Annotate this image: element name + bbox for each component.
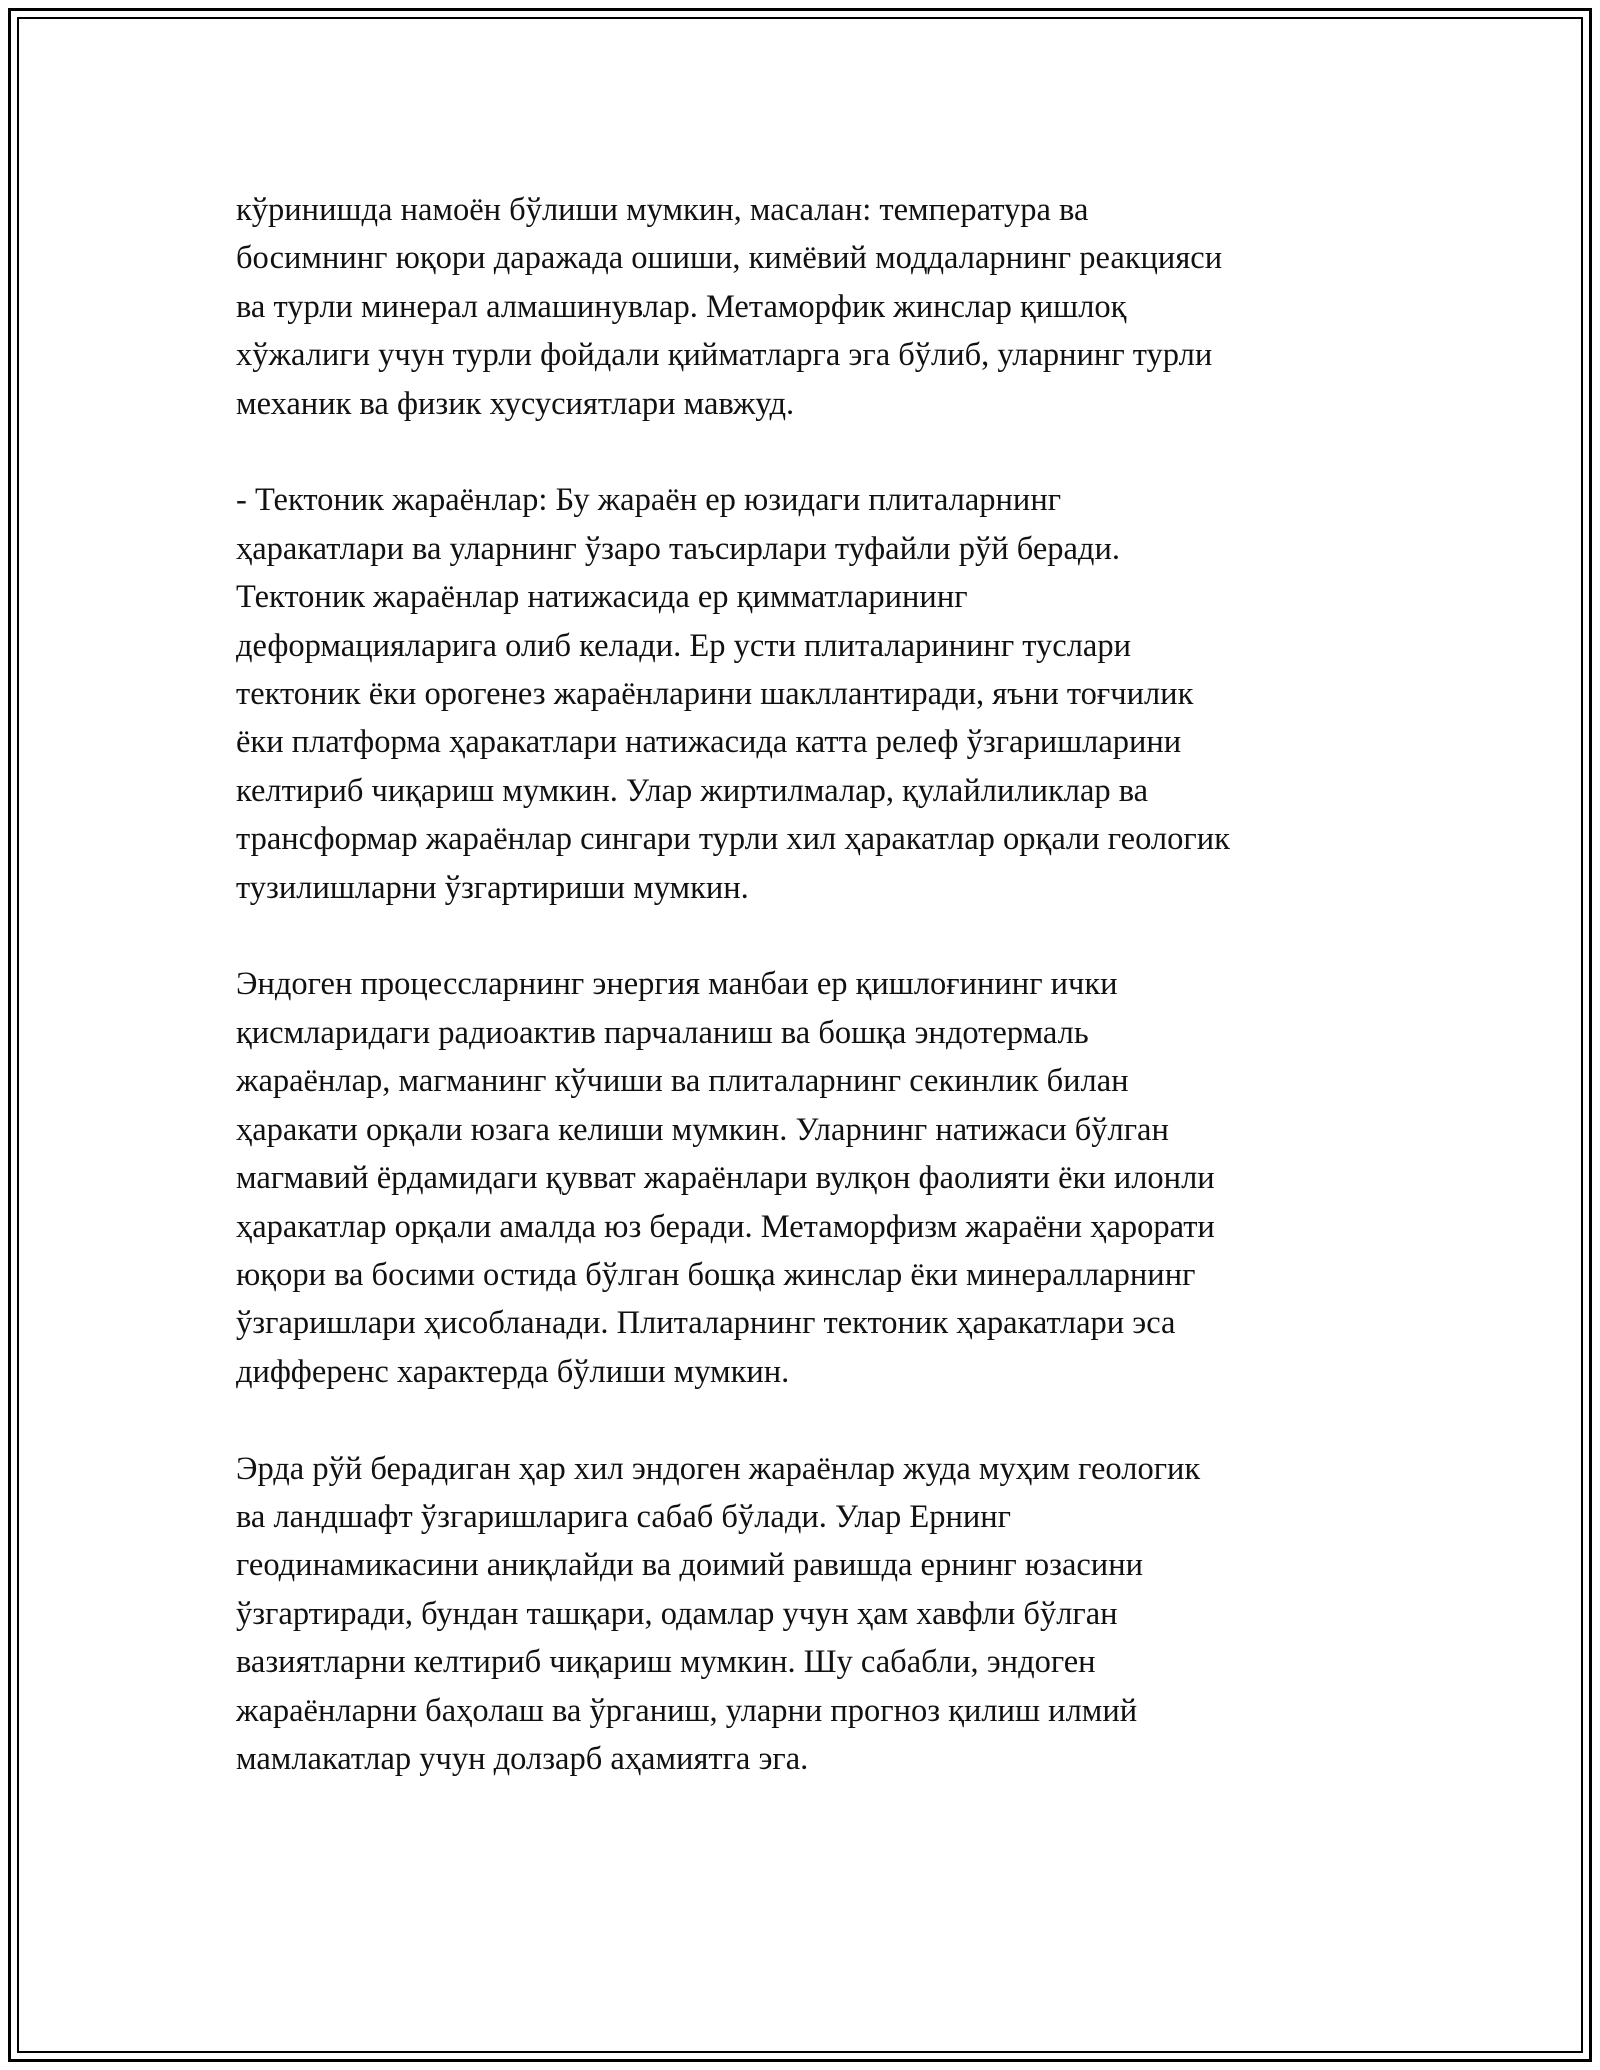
paragraph-tectonic-processes: - Тектоник жараёнлар: Бу жараён ер юзидаги плиталарнинг ҳаракатлари ва уларнинг ўзаро таъсирлари туфайли рўй беради. Тектоник жараёнлар натижасида ер қимматларининг деформацияларига олиб келади. Ер усти плиталарининг туслари тектоник ёки орогенез жараёнларини шакллантиради, яъни тоғчилик ёки платформа ҳаракатлари натижасида катта релеф ўзгаришларини келтириб чиқариш мумкин. Улар жиртилмалар, қулайлиликлар ва трансформар жараёнлар сингари турли хил ҳаракатлар орқали геологик тузилишларни ўзгартириши мумкин. — [236, 482, 1230, 906]
document-body — [236, 186, 1366, 1783]
paragraph-conclusion: Эрда рўй берадиган ҳар хил эндоген жараёнлар жуда муҳим геологик ва ландшафт ўзгаришларига сабаб бўлади. Улар Ернинг геодинамикасини аниқлайди ва доимий равишда ернинг юзасини ўзгартиради, бундан ташқари, одамлар учун ҳам хавфли бўлган вазиятларни келтириб чиқариш мумкин. Шу сабабли, эндоген жараёнларни баҳолаш ва ўрганиш, уларни прогноз қилиш илмий мамлакатлар учун долзарб аҳамиятга эга. — [236, 1450, 1201, 1777]
paragraph-endogenous-energy: Эндоген процессларнинг энергия манбаи ер қишлоғининг ички қисмларидаги радиоактив парчаланиш ва бошқа эндотермаль жараёнлар, магманинг кўчиши ва плиталарнинг секинлик билан ҳаракати орқали юзага келиши мумкин. Уларнинг натижаси бўлган магмавий ёрдамидаги қувват жараёнлари вулқон фаолияти ёки илонли ҳаракатлар орқали амалда юз беради. Метаморфизм жараёни ҳарорати юқори ва босими остида бўлган бошқа жинслар ёки минералларнинг ўзгаришлари ҳисобланади. Плиталарнинг тектоник ҳаракатлари эса дифференс характерда бўлиши мумкин. — [236, 966, 1215, 1390]
paragraph-metamorphic-continuation: кўринишда намоён бўлиши мумкин, масалан: температура ва босимнинг юқори даражада ошиши, кимёвий моддаларнинг реакцияси ва турли минерал алмашинувлар. Метаморфик жинслар қишлоқ хўжалиги учун турли фойдали қийматларга эга бўлиб, уларнинг турли механик ва физик хусусиятлари мавжуд. — [236, 192, 1223, 422]
